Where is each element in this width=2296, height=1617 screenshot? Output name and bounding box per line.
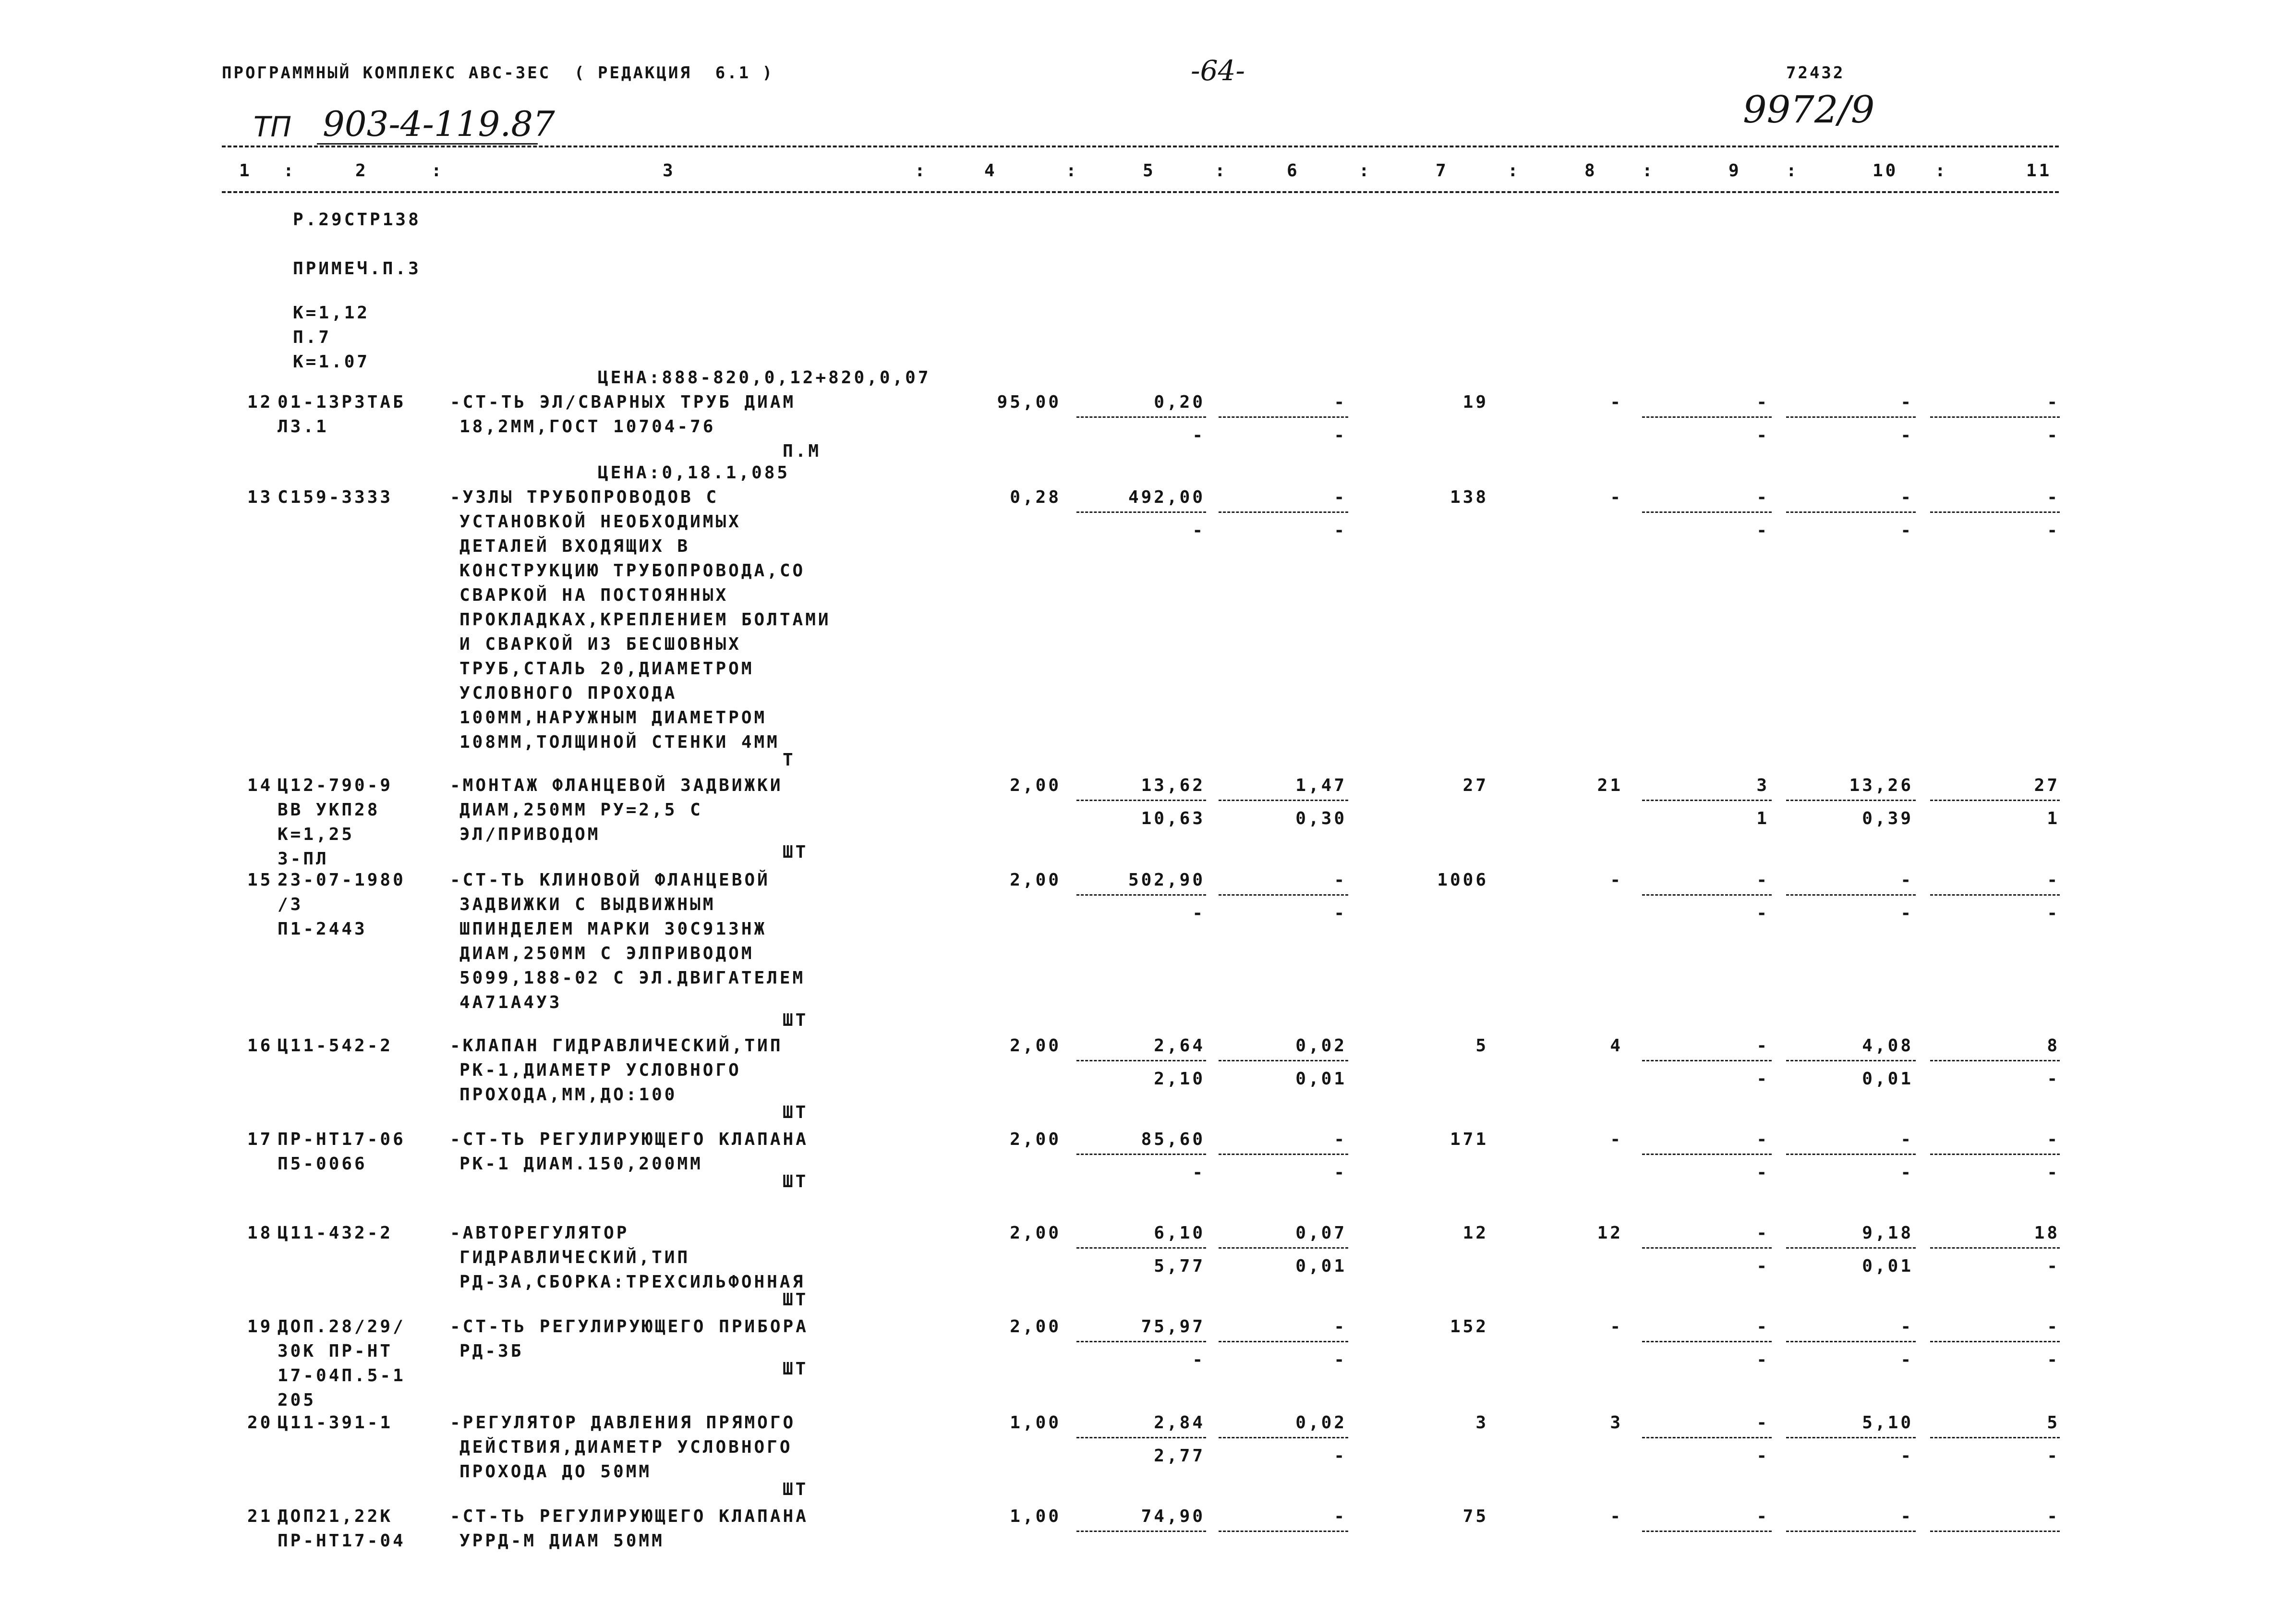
column-number: 6 [1287,161,1300,181]
cell-subtotal-rule [1642,894,1772,896]
cell-c8: - [1610,870,1623,890]
cell-c5: 6,10 [1154,1223,1205,1243]
cell-c10b: - [1900,1163,1913,1182]
cell-c11: 8 [2047,1036,2060,1056]
row-description-line: -РЕГУЛЯТОР ДАВЛЕНИЯ ПРЯМОГО [450,1413,796,1433]
cell-c5: 502,90 [1128,870,1205,890]
cell-c9b: 1 [1756,809,1769,828]
column-number: 8 [1584,161,1597,181]
cell-subtotal-rule [1930,511,2060,513]
cell-subtotal-rule [1076,1060,1206,1061]
cell-subtotal-rule [1076,1437,1206,1438]
cell-c9b: - [1756,1069,1769,1089]
cell-c10: - [1900,487,1913,507]
price-formula: ЦЕНА:0,18.1,085 [598,463,790,483]
cell-subtotal-rule [1219,511,1348,513]
cell-c6: - [1334,487,1347,507]
row-number: 13 [247,487,273,507]
cell-subtotal-rule [1786,1531,1916,1532]
row-description-line: ПРОХОДА ДО 50ММ [459,1462,652,1482]
document-code: 72432 [1786,63,1845,83]
cell-c6b: - [1334,426,1347,445]
cell-subtotal-rule [1219,800,1348,801]
cell-c5: 13,62 [1141,776,1205,795]
cell-subtotal-rule [1930,1247,2060,1249]
row-description-line: -СТ-ТЬ РЕГУЛИРУЮЩЕГО ПРИБОРА [450,1317,809,1337]
cell-subtotal-rule [1930,1154,2060,1155]
row-number: 21 [247,1507,273,1526]
tp-prefix: ТП [254,110,292,143]
row-unit: Т [783,750,796,770]
row-unit: ШТ [783,1480,809,1499]
cell-subtotal-rule [1642,1154,1772,1155]
cell-subtotal-rule [1642,1437,1772,1438]
row-code-line: Л3.1 [278,417,329,437]
cell-c9: - [1756,1036,1769,1056]
cell-c5b: - [1192,903,1205,923]
cell-c11: - [2047,487,2060,507]
cell-c7: 1006 [1437,870,1488,890]
row-unit: ШТ [783,1103,809,1122]
table-header-rule [222,191,2059,193]
cell-c8: 12 [1597,1223,1623,1243]
cell-c5b: 2,77 [1154,1446,1205,1466]
row-code-line: 23-07-1980 [278,870,406,890]
cell-c8: - [1610,392,1623,412]
cell-c5: 2,84 [1154,1413,1205,1433]
row-code-line: ВВ УКП28 [278,800,380,820]
cell-c6: - [1334,870,1347,890]
cell-c10: 9,18 [1862,1223,1913,1243]
cell-c4: 1,00 [1010,1413,1061,1433]
row-code-line: ПР-НТ17-06 [278,1130,406,1149]
row-description-line: 4А71А4У3 [459,993,562,1012]
cell-subtotal-rule [1786,894,1916,896]
column-separator: : [1066,161,1079,181]
cell-c10b: - [1900,521,1913,540]
cell-c5: 2,64 [1154,1036,1205,1056]
cell-c5: 74,90 [1141,1507,1205,1526]
row-number: 17 [247,1130,273,1149]
row-code-line: П1-2443 [278,919,367,939]
cell-c11: - [2047,1317,2060,1337]
cell-c4: 0,28 [1010,487,1061,507]
cell-c4: 2,00 [1010,1223,1061,1243]
column-number: 5 [1143,161,1156,181]
row-unit: ШТ [783,1290,809,1310]
row-number: 19 [247,1317,273,1337]
row-number: 14 [247,776,273,795]
column-number: 9 [1728,161,1741,181]
cell-c7: 12 [1462,1223,1488,1243]
cell-c6b: 0,01 [1295,1069,1347,1089]
row-description-line: ДИАМ,250ММ РУ=2,5 С [459,800,703,820]
cell-c4: 2,00 [1010,1036,1061,1056]
row-unit: ШТ [783,1359,809,1379]
cell-subtotal-rule [1642,416,1772,418]
reference-note: Р.29СТР138 [293,210,421,230]
column-number: 4 [984,161,997,181]
cell-c6: - [1334,1130,1347,1149]
column-separator: : [283,161,296,181]
program-title: ПРОГРАММНЫЙ КОМПЛЕКС АВС-3ЕС ( РЕДАКЦИЯ 6.1 ) [222,63,774,83]
cell-c11b: - [2047,521,2060,540]
row-description-line: ЭЛ/ПРИВОДОМ [459,825,601,844]
cell-subtotal-rule [1642,1531,1772,1532]
cell-c4: 2,00 [1010,1317,1061,1337]
row-description-line: -СТ-ТЬ КЛИНОВОЙ ФЛАНЦЕВОЙ [450,870,770,890]
cell-c7: 138 [1450,487,1488,507]
cell-c10: - [1900,870,1913,890]
cell-subtotal-rule [1930,416,2060,418]
cell-c7: 27 [1462,776,1488,795]
row-description-line: -СТ-ТЬ ЭЛ/СВАРНЫХ ТРУБ ДИАМ [450,392,796,412]
row-number: 18 [247,1223,273,1243]
cell-subtotal-rule [1642,1060,1772,1061]
cell-c5: 492,00 [1128,487,1205,507]
cell-c6: 0,02 [1295,1036,1347,1056]
cell-c9b: - [1756,1446,1769,1466]
cell-c6: - [1334,392,1347,412]
cell-c11b: - [2047,1069,2060,1089]
cell-c5: 85,60 [1141,1130,1205,1149]
cell-c10: 5,10 [1862,1413,1913,1433]
cell-subtotal-rule [1076,894,1206,896]
row-unit: ШТ [783,842,809,862]
cell-subtotal-rule [1786,416,1916,418]
cell-c9: - [1756,870,1769,890]
column-number: 1 [239,161,252,181]
cell-c10b: - [1900,1350,1913,1370]
cell-subtotal-rule [1219,1060,1348,1061]
cell-c6b: 0,01 [1295,1256,1347,1276]
cell-c11: - [2047,870,2060,890]
cell-c11: 27 [2034,776,2060,795]
row-description-line: И СВАРКОЙ ИЗ БЕСШОВНЫХ [459,634,741,654]
cell-c9: - [1756,1317,1769,1337]
cell-c5b: - [1192,521,1205,540]
row-description-line: РК-1,ДИАМЕТР УСЛОВНОГО [459,1060,741,1080]
cell-c6: 0,02 [1295,1413,1347,1433]
cell-c10: - [1900,392,1913,412]
cell-c8: 21 [1597,776,1623,795]
cell-c9: - [1756,487,1769,507]
cell-subtotal-rule [1786,800,1916,801]
cell-c6b: - [1334,1446,1347,1466]
row-code-line: /3 [278,895,303,914]
row-code-line: П5-0066 [278,1154,367,1174]
cell-c4: 2,00 [1010,870,1061,890]
row-description-line: СВАРКОЙ НА ПОСТОЯННЫХ [459,585,729,605]
cell-c10: - [1900,1130,1913,1149]
cell-subtotal-rule [1930,1341,2060,1342]
cell-c9: 3 [1756,776,1769,795]
cell-c11: 18 [2034,1223,2060,1243]
cell-c7: 5 [1475,1036,1488,1056]
cell-c6: 1,47 [1295,776,1347,795]
row-code-line: ДОП.28/29/ [278,1317,406,1337]
cell-c5b: 5,77 [1154,1256,1205,1276]
cell-subtotal-rule [1219,1341,1348,1342]
cell-c8: 3 [1610,1413,1623,1433]
cell-c11b: - [2047,903,2060,923]
cell-c7: 171 [1450,1130,1488,1149]
coefficient-2: К=1.07 [293,352,370,372]
row-number: 16 [247,1036,273,1056]
row-description-line: ДЕЙСТВИЯ,ДИАМЕТР УСЛОВНОГО [459,1437,793,1457]
cell-subtotal-rule [1219,1531,1348,1532]
cell-c6b: - [1334,521,1347,540]
cell-c4: 2,00 [1010,776,1061,795]
cell-c4: 95,00 [997,392,1061,412]
column-separator: : [915,161,928,181]
row-description-line: -МОНТАЖ ФЛАНЦЕВОЙ ЗАДВИЖКИ [450,776,783,795]
price-formula: ЦЕНА:888-820,0,12+820,0,07 [598,368,931,388]
cell-subtotal-rule [1076,416,1206,418]
cell-c10b: 0,01 [1862,1256,1913,1276]
table-top-rule [222,146,2059,147]
cell-c5: 75,97 [1141,1317,1205,1337]
cell-c6b: - [1334,1163,1347,1182]
row-description-line: РК-1 ДИАМ.150,200ММ [459,1154,703,1174]
row-description-line: 5099,188-02 С ЭЛ.ДВИГАТЕЛЕМ [459,968,806,988]
row-description-line: ПРОКЛАДКАХ,КРЕПЛЕНИЕМ БОЛТАМИ [459,610,831,630]
row-description-line: РД-3А,СБОРКА:ТРЕХСИЛЬФОННАЯ [459,1272,806,1292]
cell-c9b: - [1756,1350,1769,1370]
cell-c9: - [1756,392,1769,412]
cell-c9: - [1756,1130,1769,1149]
row-code-line: ДОП21,22К [278,1507,393,1526]
column-number: 2 [355,161,368,181]
column-number: 7 [1436,161,1449,181]
row-code-line: 3-ПЛ [278,849,329,869]
cell-c9b: - [1756,903,1769,923]
row-description-line: ГИДРАВЛИЧЕСКИЙ,ТИП [459,1248,690,1267]
sheet-id: 9972/9 [1743,88,1875,132]
row-description-line: ЗАДВИЖКИ С ВЫДВИЖНЫМ [459,895,716,914]
cell-subtotal-rule [1219,1154,1348,1155]
column-separator: : [1215,161,1228,181]
cell-c11b: - [2047,1256,2060,1276]
cell-subtotal-rule [1930,1437,2060,1438]
cell-c8: 4 [1610,1036,1623,1056]
cell-subtotal-rule [1076,1247,1206,1249]
row-description-line: РД-3Б [459,1341,524,1361]
cell-c10: 13,26 [1849,776,1913,795]
cell-subtotal-rule [1219,1437,1348,1438]
row-description-line: КОНСТРУКЦИЮ ТРУБОПРОВОДА,СО [459,561,806,581]
cell-c11b: - [2047,1350,2060,1370]
cell-c11b: - [2047,1163,2060,1182]
cell-c10b: - [1900,426,1913,445]
cell-c10b: - [1900,903,1913,923]
row-unit: ШТ [783,1010,809,1030]
cell-c8: - [1610,1507,1623,1526]
cell-subtotal-rule [1219,894,1348,896]
cell-subtotal-rule [1076,511,1206,513]
column-separator: : [431,161,444,181]
row-code-line: Ц11-391-1 [278,1413,393,1433]
cell-c7: 3 [1475,1413,1488,1433]
cell-c6b: - [1334,1350,1347,1370]
row-number: 12 [247,392,273,412]
column-separator: : [1642,161,1655,181]
cell-c9: - [1756,1413,1769,1433]
row-description-line: 18,2ММ,ГОСТ 10704-76 [459,417,716,437]
row-description-line: УРРД-М ДИАМ 50ММ [459,1531,665,1551]
cell-c9b: - [1756,1163,1769,1182]
cell-c5b: - [1192,426,1205,445]
cell-subtotal-rule [1786,1437,1916,1438]
cell-c8: - [1610,487,1623,507]
column-separator: : [1786,161,1799,181]
cell-c5b: - [1192,1163,1205,1182]
cell-subtotal-rule [1786,1060,1916,1061]
cell-c9: - [1756,1223,1769,1243]
cell-c11b: - [2047,1446,2060,1466]
row-code-line: Ц12-790-9 [278,776,393,795]
cell-c10: - [1900,1317,1913,1337]
cell-subtotal-rule [1642,800,1772,801]
cell-subtotal-rule [1786,1341,1916,1342]
cell-subtotal-rule [1076,800,1206,801]
cell-c11: - [2047,392,2060,412]
cell-c6: - [1334,1317,1347,1337]
row-description-line: ТРУБ,СТАЛЬ 20,ДИАМЕТРОМ [459,659,754,679]
cell-c7: 19 [1462,392,1488,412]
row-description-line: 100ММ,НАРУЖНЫМ ДИАМЕТРОМ [459,708,767,728]
row-description-line: 108ММ,ТОЛЩИНОЙ СТЕНКИ 4ММ [459,732,780,752]
cell-subtotal-rule [1786,511,1916,513]
cell-subtotal-rule [1642,1341,1772,1342]
cell-subtotal-rule [1642,1247,1772,1249]
cell-c6b: - [1334,903,1347,923]
row-description-line: -СТ-ТЬ РЕГУЛИРУЮЩЕГО КЛАПАНА [450,1507,809,1526]
cell-c11: 5 [2047,1413,2060,1433]
cell-subtotal-rule [1930,1060,2060,1061]
cell-c7: 152 [1450,1317,1488,1337]
row-code-line: К=1,25 [278,825,355,844]
cell-c10b: - [1900,1446,1913,1466]
cell-c7: 75 [1462,1507,1488,1526]
cell-c9b: - [1756,1256,1769,1276]
cell-c11: - [2047,1130,2060,1149]
row-number: 15 [247,870,273,890]
row-unit: П.М [783,441,822,461]
cell-c5b: 10,63 [1141,809,1205,828]
cell-c11b: - [2047,426,2060,445]
row-description-line: УСЛОВНОГО ПРОХОДА [459,683,677,703]
cell-c10b: 0,39 [1862,809,1913,828]
clause-note: П.7 [293,328,332,347]
cell-c5b: 2,10 [1154,1069,1205,1089]
cell-subtotal-rule [1076,1154,1206,1155]
row-code-line: 01-13Р3ТАБ [278,392,406,412]
cell-subtotal-rule [1930,1531,2060,1532]
tp-number: 903-4-119.87 [323,104,555,144]
row-description-line: -КЛАПАН ГИДРАВЛИЧЕСКИЙ,ТИП [450,1036,783,1056]
row-description-line: -УЗЛЫ ТРУБОПРОВОДОВ С [450,487,719,507]
row-description-line: ШПИНДЕЛЕМ МАРКИ 30С913НЖ [459,919,767,939]
column-separator: : [1935,161,1948,181]
cell-subtotal-rule [1642,511,1772,513]
cell-c10b: 0,01 [1862,1069,1913,1089]
column-number: 3 [663,161,676,181]
cell-subtotal-rule [1076,1341,1206,1342]
cell-subtotal-rule [1219,416,1348,418]
row-code-line: Ц11-542-2 [278,1036,393,1056]
cell-c4: 1,00 [1010,1507,1061,1526]
cell-subtotal-rule [1786,1247,1916,1249]
row-code-line: Ц11-432-2 [278,1223,393,1243]
tp-number-underline [317,143,538,145]
row-number: 20 [247,1413,273,1433]
cell-c5b: - [1192,1350,1205,1370]
row-code-line: 17-04П.5-1 [278,1366,406,1386]
cell-c8: - [1610,1130,1623,1149]
column-separator: : [1359,161,1372,181]
row-code-line: 205 [278,1390,316,1410]
cell-c4: 2,00 [1010,1130,1061,1149]
cell-c11: - [2047,1507,2060,1526]
cell-subtotal-rule [1930,800,2060,801]
cell-subtotal-rule [1786,1154,1916,1155]
cell-c10: - [1900,1507,1913,1526]
column-separator: : [1508,161,1521,181]
cell-subtotal-rule [1076,1531,1206,1532]
cell-c9b: - [1756,521,1769,540]
cell-c10: 4,08 [1862,1036,1913,1056]
row-code-line: 30К ПР-НТ [278,1341,393,1361]
cell-subtotal-rule [1219,1247,1348,1249]
cell-c6: 0,07 [1295,1223,1347,1243]
row-description-line: ДЕТАЛЕЙ ВХОДЯЩИХ В [459,536,690,556]
column-number: 11 [2026,161,2052,181]
cell-c9b: - [1756,426,1769,445]
cell-c9: - [1756,1507,1769,1526]
row-description-line: ПРОХОДА,ММ,ДО:100 [459,1085,677,1105]
cell-c8: - [1610,1317,1623,1337]
coefficient-1: К=1,12 [293,303,370,323]
cell-c6b: 0,30 [1295,809,1347,828]
cell-c5: 0,20 [1154,392,1205,412]
page-number: -64- [1191,54,1245,87]
row-code-line: ПР-НТ17-04 [278,1531,406,1551]
cell-c6: - [1334,1507,1347,1526]
row-description-line: ДИАМ,250ММ С ЭЛПРИВОДОМ [459,944,754,963]
row-code-line: С159-3333 [278,487,393,507]
cell-c11b: 1 [2047,809,2060,828]
row-description-line: -АВТОРЕГУЛЯТОР [450,1223,629,1243]
remark-note: ПРИМЕЧ.П.3 [293,259,421,279]
row-description-line: -СТ-ТЬ РЕГУЛИРУЮЩЕГО КЛАПАНА [450,1130,809,1149]
column-number: 10 [1873,161,1898,181]
cell-subtotal-rule [1930,894,2060,896]
row-description-line: УСТАНОВКОЙ НЕОБХОДИМЫХ [459,512,741,532]
row-unit: ШТ [783,1172,809,1191]
